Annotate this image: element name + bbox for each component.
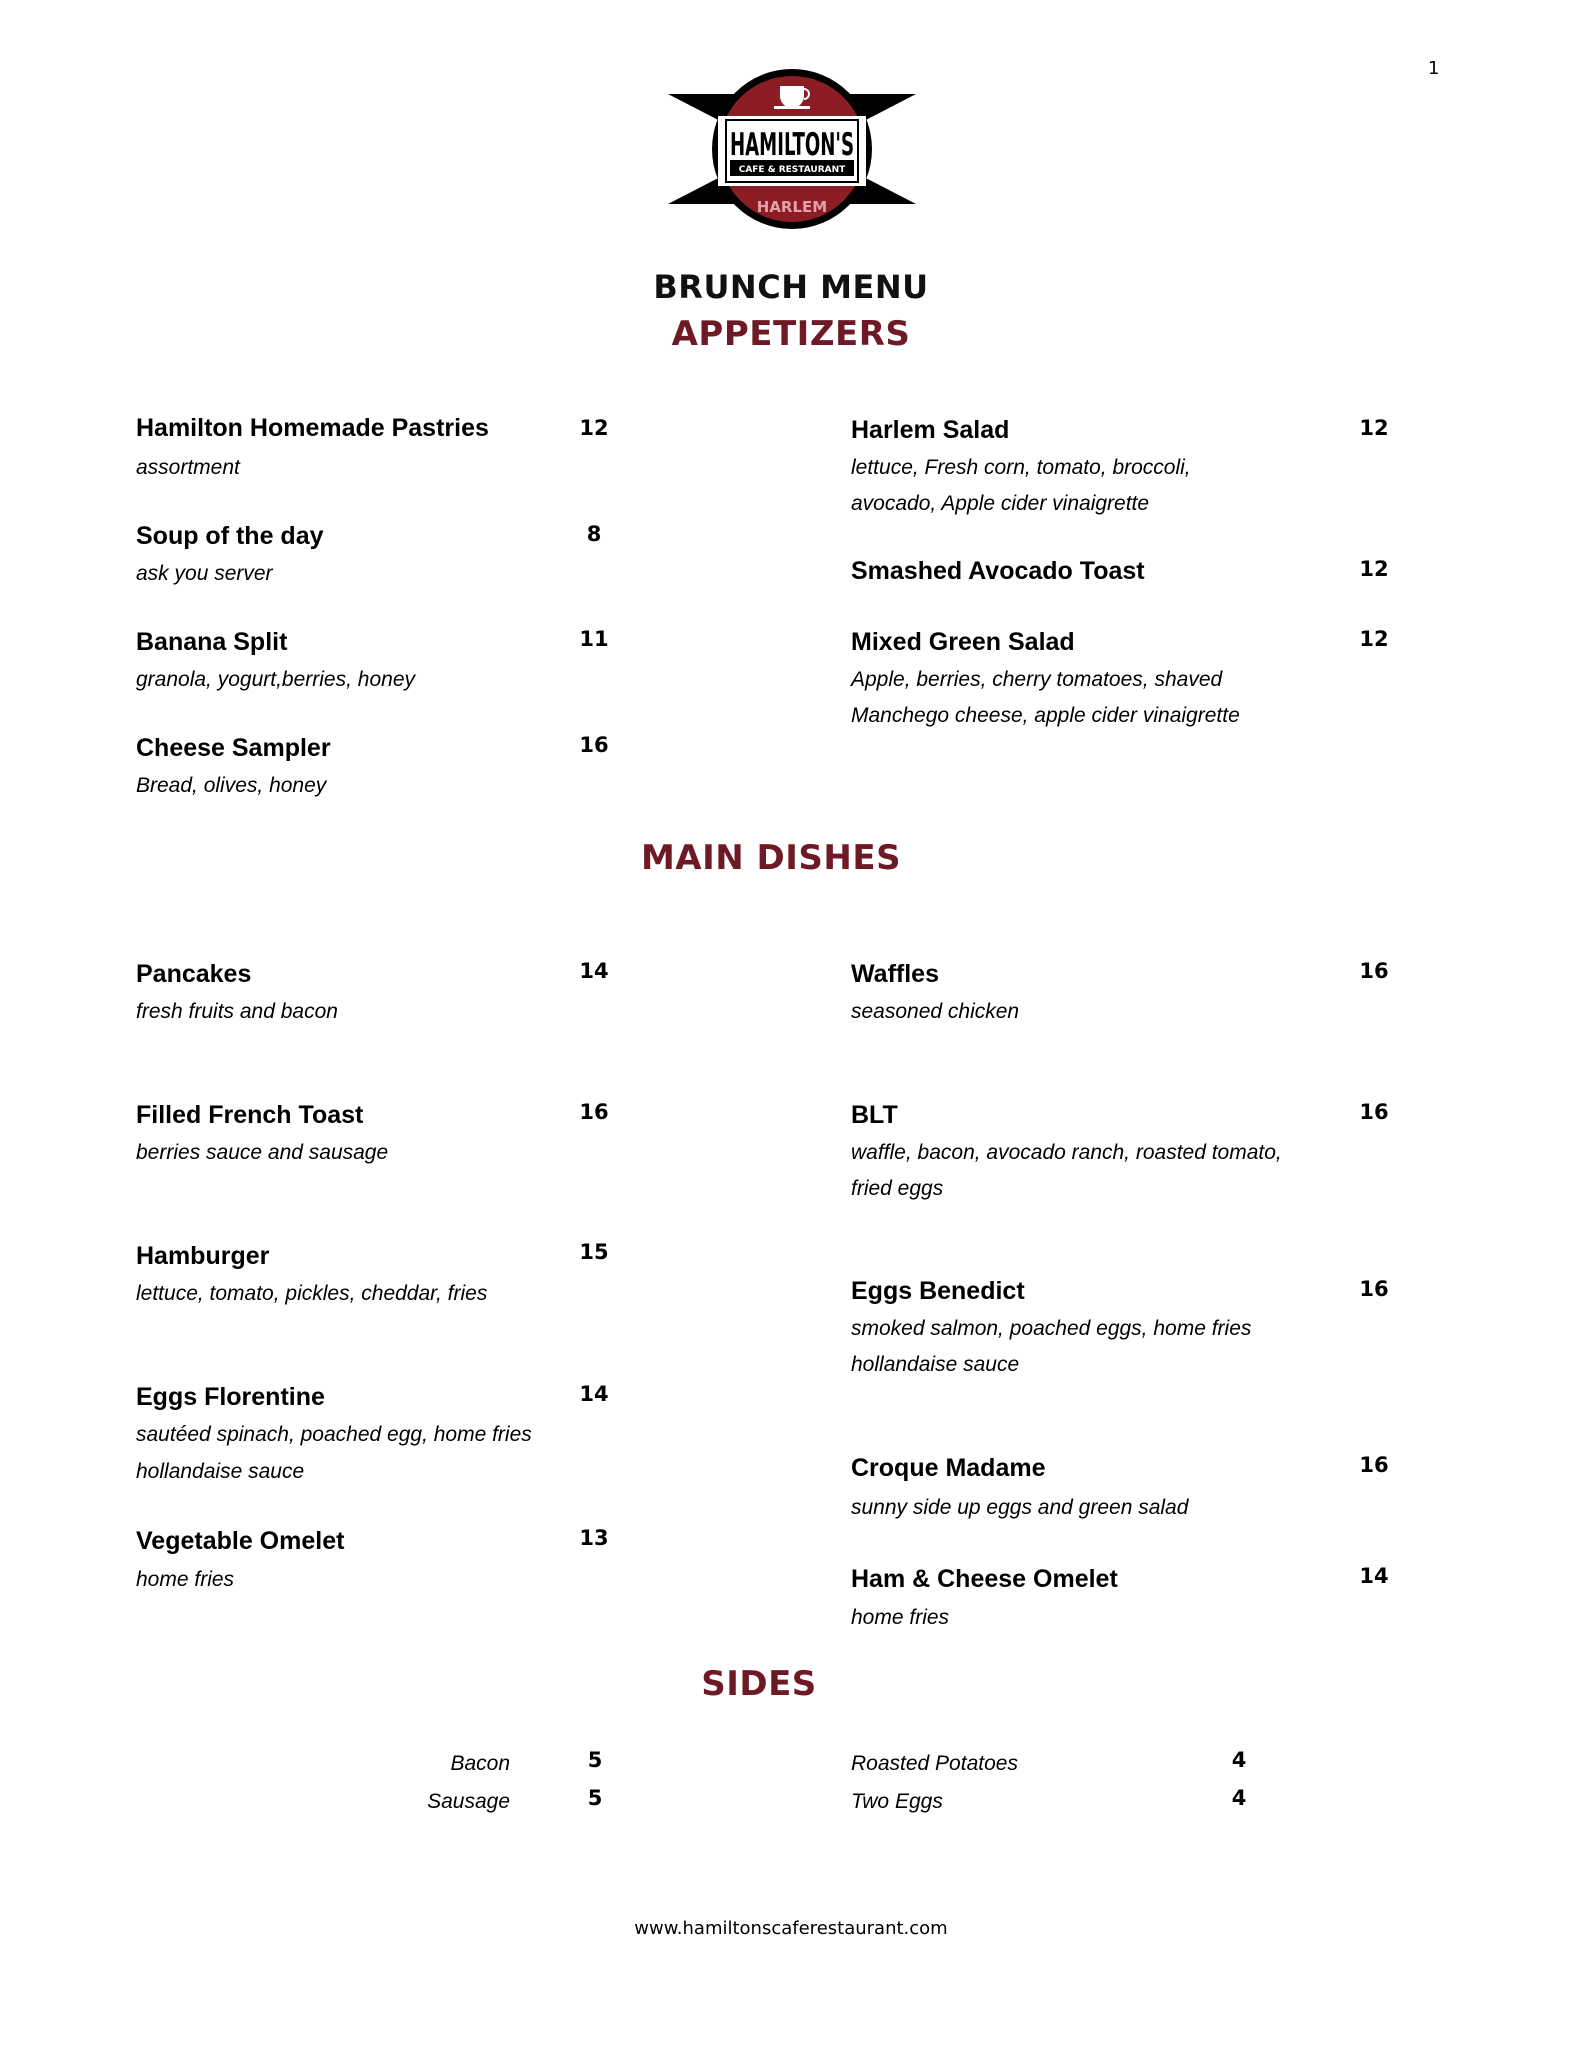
menu-title: BRUNCH MENU: [653, 268, 929, 306]
menu-item-name: Ham & Cheese Omelet: [851, 1565, 1118, 1593]
appetizers-heading: APPETIZERS: [671, 314, 911, 354]
menu-item-price: 12: [1359, 627, 1389, 651]
menu-item-price: 16: [579, 733, 609, 757]
menu-item-name: Smashed Avocado Toast: [851, 557, 1145, 585]
logo-location: HARLEM: [756, 198, 828, 216]
menu-item-description: hollandaise sauce: [136, 1460, 305, 1483]
menu-item-name: Mixed Green Salad: [851, 628, 1075, 656]
menu-item-description: ask you server: [136, 562, 273, 585]
website-link[interactable]: www.hamiltonscaferestaurant.com: [634, 1918, 948, 1939]
logo-tagline: CAFE & RESTAURANT: [738, 165, 846, 175]
menu-item-description: fresh fruits and bacon: [136, 1000, 338, 1023]
side-item-price: 5: [587, 1786, 603, 1810]
menu-item-description: avocado, Apple cider vinaigrette: [851, 492, 1150, 515]
side-item-name: Bacon: [450, 1752, 510, 1775]
side-item-price: 4: [1231, 1748, 1247, 1772]
menu-item-name: Pancakes: [136, 960, 252, 988]
sides-heading: SIDES: [701, 1664, 817, 1704]
menu-item-price: 15: [579, 1240, 609, 1264]
menu-item-description: fried eggs: [851, 1177, 944, 1200]
menu-item-name: Harlem Salad: [851, 416, 1010, 444]
menu-item-price: 14: [579, 959, 609, 983]
menu-item-description: seasoned chicken: [851, 1000, 1020, 1023]
menu-item-price: 14: [1359, 1564, 1389, 1588]
logo-name: HAMILTON'S: [730, 127, 854, 163]
menu-item-name: BLT: [851, 1101, 898, 1129]
menu-item-price: 13: [579, 1526, 609, 1550]
menu-item-name: Cheese Sampler: [136, 734, 331, 762]
menu-item-price: 16: [1359, 959, 1389, 983]
menu-item-price: 16: [579, 1100, 609, 1124]
menu-item-description: home fries: [136, 1568, 235, 1591]
menu-item-description: assortment: [136, 456, 240, 479]
menu-item-description: smoked salmon, poached eggs, home fries: [851, 1317, 1252, 1340]
menu-item-price: 11: [579, 627, 609, 651]
menu-item-name: Croque Madame: [851, 1454, 1046, 1482]
menu-item-description: Manchego cheese, apple cider vinaigrette: [851, 704, 1240, 727]
side-item-name: Sausage: [427, 1790, 510, 1813]
menu-item-price: 8: [586, 522, 602, 546]
menu-item-name: Filled French Toast: [136, 1101, 364, 1129]
page-number: 1: [1428, 58, 1440, 79]
side-item-name: Roasted Potatoes: [851, 1752, 1018, 1775]
menu-item-description: hollandaise sauce: [851, 1353, 1020, 1376]
menu-item-name: Hamburger: [136, 1242, 270, 1270]
menu-item-description: waffle, bacon, avocado ranch, roasted tomato,: [851, 1141, 1282, 1164]
menu-item-name: Eggs Benedict: [851, 1277, 1025, 1305]
side-item-name: Two Eggs: [851, 1790, 943, 1813]
menu-item-name: Banana Split: [136, 628, 288, 656]
menu-item-description: lettuce, tomato, pickles, cheddar, fries: [136, 1282, 488, 1305]
side-item-price: 4: [1231, 1786, 1247, 1810]
menu-item-name: Eggs Florentine: [136, 1383, 325, 1411]
menu-item-description: berries sauce and sausage: [136, 1141, 389, 1164]
menu-item-description: home fries: [851, 1606, 950, 1629]
menu-item-name: Vegetable Omelet: [136, 1527, 345, 1555]
main-dishes-heading: MAIN DISHES: [640, 838, 902, 878]
side-item-price: 5: [587, 1748, 603, 1772]
menu-item-price: 12: [1359, 416, 1389, 440]
restaurant-logo: [668, 64, 916, 234]
menu-item-description: Apple, berries, cherry tomatoes, shaved: [851, 668, 1223, 691]
menu-item-name: Soup of the day: [136, 522, 324, 550]
menu-item-description: Bread, olives, honey: [136, 774, 327, 797]
menu-item-description: sunny side up eggs and green salad: [851, 1496, 1189, 1519]
menu-item-price: 14: [579, 1382, 609, 1406]
menu-item-description: granola, yogurt,berries, honey: [136, 668, 415, 691]
menu-item-price: 16: [1359, 1100, 1389, 1124]
menu-item-price: 16: [1359, 1453, 1389, 1477]
menu-item-price: 12: [1359, 557, 1389, 581]
menu-item-description: sautéed spinach, poached egg, home fries: [136, 1423, 532, 1446]
menu-item-price: 12: [579, 416, 609, 440]
menu-item-name: Hamilton Homemade Pastries: [136, 414, 489, 442]
menu-item-name: Waffles: [851, 960, 939, 988]
menu-item-price: 16: [1359, 1277, 1389, 1301]
menu-item-description: lettuce, Fresh corn, tomato, broccoli,: [851, 456, 1191, 479]
